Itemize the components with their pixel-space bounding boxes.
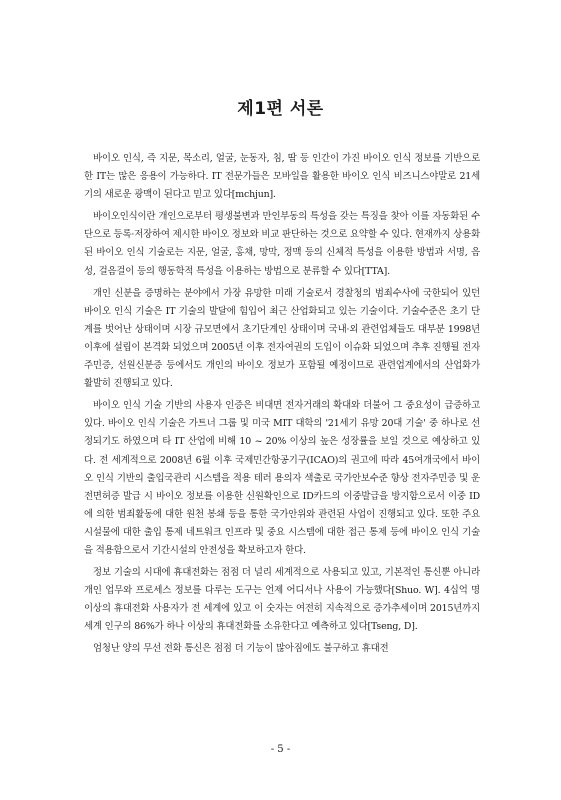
body-text — [84, 150, 480, 663]
paragraph-mobile-phone: 정보 기술의 시대에 휴대전화는 점점 더 널리 세계적으로 사용되고 있고, 기본적인 통신뿐 아니라 개인 업무와 프로세스 정보를 다루는 도구는 언제 어디서나 사용이 가능했다[Shuo. W]. 4십억 명 이상의 휴대전화 사용자가 전 세계에 있고 이 숫자는 여전히 지속적으로 증가추세이며 2015년까지 세계 인구의 86%가 하나 이상의 휴대전화를 소유한다고 예측하고 있다[Tseng, D]. — [84, 567, 480, 633]
paragraph-biometric-intro: 바이오 인식, 즉 지문, 목소리, 얼굴, 눈동자, 침, 땀 등 인간이 가진 바이오 인식 정보를 기반으로 한 IT는 많은 응용이 가능하다. IT 전문가들은 모바일을 활용한 바이오 인식 비즈니스야말로 21세기의 새로운 광맥이 된다고 믿고 있다[mchjun]. — [84, 153, 480, 201]
paragraph-industrialization: 개인 신분을 증명하는 분야에서 가장 유망한 미래 기술로서 경찰청의 범죄수사에 국한되어 있던 바이오 인식 기술은 IT 기술의 발달에 힘입어 최근 산업화되고 있는 기술이다. 기술수준은 초기 단계를 벗어난 상태이며 시장 규모면에서 초기단계인 상태이며 국내·외 관련업체들도 대부분 1998년 이후에 설립이 본격화 되었으며 2005년 이후 전자여권의 도입이 이슈화 되었으며 추후 진행될 전자주민증, 선원신분증 등에서도 개인의 바이오 정보가 포함될 예정이므로 관련업계에서의 산업화가 활발히 진행되고 있다. — [84, 287, 480, 390]
page-title: 제1편 서론 — [237, 99, 324, 119]
page-number: - 5 - — [270, 744, 291, 755]
paragraph-wireless: 엄청난 양의 무선 전화 통신은 점점 더 기능이 많아짐에도 불구하고 휴대전 — [93, 643, 389, 655]
paragraph-biometric-definition: 바이오인식이란 개인으로부터 평생불변과 만인부동의 특성을 갖는 특징을 찾아 이를 자동화된 수단으로 등록·저장하여 제시한 바이오 정보와 비교 판단하는 것으로 요약할 수 있다. 현재까지 상용화된 바이오 인식 기술로는 지문, 얼굴, 홍채, 망막, 정맥 등의 신체적 특성을 이용한 방법과 서명, 음성, 걸음걸이 등의 행동학적 특성을 이용하는 방법으로 분류할 수 있다[TTA]. — [84, 211, 480, 277]
paragraph-authentication: 바이오 인식 기술 기반의 사용자 인증은 비대면 전자거래의 확대와 더불어 그 중요성이 급증하고 있다. 바이오 인식 기술은 가트너 그룹 및 미국 MIT 대학의 '21세기 유망 20대 기술' 중 하나로 선정되기도 하였으며 타 IT 산업에 비해 10 ~ 20% 이상의 높은 성장률을 보일 것으로 예상하고 있다. 전 세계적으로 2008년 6월 이후 국제민간항공기구(ICAO)의 권고에 따라 45여개국에서 바이오 인식 기반의 출입국관리 시스템을 적용 테러 용의자 색출로 국가안보수준 향상 전자주민증 및 운전면허증 발급 시 바이오 정보를 이용한 신원확인으로 ID카드의 이중발급을 방지함으로서 이중 ID에 의한 범죄활동에 대한 원천 봉쇄 등을 통한 국가안위와 관련된 사업이 진행되고 있다. 또한 주요 시설물에 대한 출입 통제 네트워크 인프라 및 중요 시스템에 대한 접근 통제 등에 바이오 인식 기술을 적용함으로서 기간시설의 안전성을 확보하고자 한다. — [84, 400, 480, 556]
